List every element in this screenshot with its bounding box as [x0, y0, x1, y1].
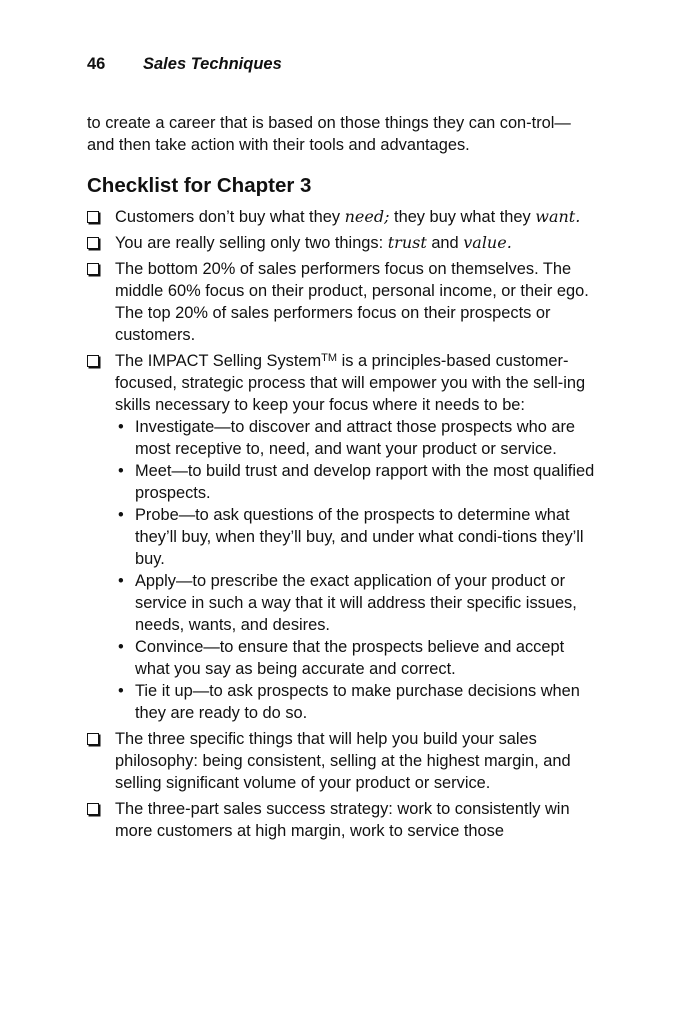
impact-step-meet: [115, 460, 597, 504]
checkbox-icon: [87, 263, 99, 275]
checkbox-icon: [87, 237, 99, 249]
bullet-icon: •: [118, 572, 124, 590]
intro-paragraph: to create a career that is based on those things they can con-trol—and then take action with their tools and advantages.: [87, 114, 571, 154]
bullet-icon: •: [118, 418, 124, 436]
item-emphasis: need;: [344, 207, 390, 226]
item-text: The bottom 20% of sales performers focus on themselves. The middle 60% focus on their product, personal income, or their ego. The top 20% of sales performers focus on their prospects or customers.: [115, 260, 589, 344]
item-text: Customers don’t buy what they: [115, 208, 345, 226]
step-text: Meet—to build trust and develop rapport with the most qualified prospects.: [135, 462, 595, 502]
checklist-item: [87, 206, 597, 228]
checkbox-icon: [87, 355, 99, 367]
bullet-icon: •: [118, 462, 124, 480]
bullet-icon: •: [118, 682, 124, 700]
impact-step-investigate: [115, 416, 597, 460]
trademark-mark: TM: [321, 352, 338, 364]
checklist: [87, 206, 597, 846]
checkbox-icon: [87, 803, 99, 815]
impact-step-probe: [115, 504, 597, 570]
checkbox-icon: [87, 733, 99, 745]
checklist-item: [87, 350, 597, 724]
step-text: Apply—to prescribe the exact application of your product or service in such a way that it will address their specific issues, needs, wants, and desires.: [135, 572, 577, 634]
impact-step-tie-it-up: [115, 680, 597, 724]
step-text: Investigate—to discover and attract those prospects who are most receptive to, need, and want your product or service.: [135, 418, 576, 458]
step-text: Tie it up—to ask prospects to make purchase decisions when they are ready to do so.: [135, 682, 580, 722]
impact-steps-list: [115, 416, 597, 724]
page-number: 46: [87, 55, 106, 73]
item-text: is a principles-based customer-focused, strategic process that will empower you with the sell-ing skills necessary to keep your focus where it needs to be:: [115, 352, 586, 414]
item-emphasis: want.: [535, 207, 581, 226]
checklist-item: [87, 258, 597, 346]
checkbox-icon: [87, 211, 99, 223]
bullet-icon: •: [118, 638, 124, 656]
item-emphasis: value.: [463, 233, 512, 252]
item-text: The IMPACT Selling System: [115, 352, 322, 370]
running-header: [87, 53, 282, 75]
item-text: You are really selling only two things:: [115, 234, 388, 252]
step-text: Probe—to ask questions of the prospects to determine what they’ll buy, when they’ll buy, and under what condi-tions they’ll buy.: [135, 506, 584, 568]
checklist-item: [87, 728, 597, 794]
item-text: The three specific things that will help you build your sales philosophy: being consistent, selling at the highest margin, and selling significant volume of your product or service.: [115, 730, 571, 792]
running-title: Sales Techniques: [143, 55, 282, 73]
checklist-item: [87, 798, 597, 842]
checklist-heading: Checklist for Chapter 3: [87, 174, 312, 197]
impact-step-apply: [115, 570, 597, 636]
bullet-icon: •: [118, 506, 124, 524]
step-text: Convince—to ensure that the prospects believe and accept what you say as being accurate and correct.: [135, 638, 565, 678]
item-emphasis: trust: [387, 233, 427, 252]
impact-step-convince: [115, 636, 597, 680]
item-text: The three-part sales success strategy: work to consistently win more customers at high margin, work to service those: [115, 800, 570, 840]
checklist-item: [87, 232, 597, 254]
item-text: they buy what they: [389, 208, 536, 226]
item-text: and: [426, 234, 464, 252]
